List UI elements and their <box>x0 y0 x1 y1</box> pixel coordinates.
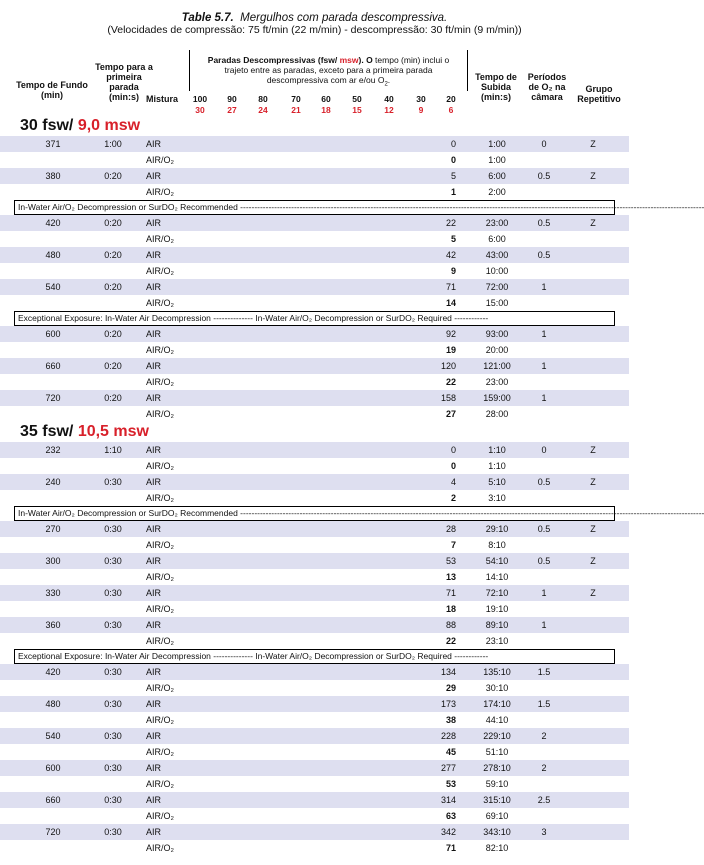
bottom-time-cell: 420 <box>45 218 61 228</box>
bottom-time-cell: 380 <box>45 171 61 181</box>
table-row-air <box>0 664 629 680</box>
stop-20fsw-cell: 38 <box>445 715 456 725</box>
depth-fsw-label: 90 <box>227 94 237 104</box>
bottom-time-cell: 330 <box>45 588 61 598</box>
first-stop-cell: 1:10 <box>104 445 122 455</box>
o2-periods-cell: 0 <box>541 139 547 149</box>
stop-20fsw-cell: 45 <box>445 747 456 757</box>
o2-periods-cell: 0.5 <box>537 556 551 566</box>
stop-20fsw-cell: 4 <box>450 477 456 487</box>
table-row-air-o2 <box>0 342 629 358</box>
bottom-time-cell: 720 <box>45 827 61 837</box>
bottom-time-cell: 240 <box>45 477 61 487</box>
bottom-time-cell: 420 <box>45 667 61 677</box>
first-stop-cell: 0:30 <box>104 795 122 805</box>
depth-msw-label: 15 <box>352 105 362 115</box>
table-row-air <box>0 136 629 152</box>
stop-20fsw-cell: 22 <box>445 218 456 228</box>
repetitive-group-cell: Z <box>590 139 596 149</box>
depth-msw-label: 30 <box>195 105 205 115</box>
stops-title-sub: 2 <box>384 81 388 88</box>
table-header <box>0 44 629 119</box>
first-stop-cell: 0:30 <box>104 556 122 566</box>
mix-cell: AIR <box>146 795 162 805</box>
ascent-time-cell: 72:10 <box>485 588 509 598</box>
first-stop-cell: 0:30 <box>104 731 122 741</box>
repetitive-group-cell: Z <box>590 524 596 534</box>
o2-periods-cell: 1 <box>541 361 547 371</box>
stop-20fsw-cell: 29 <box>445 683 456 693</box>
ascent-time-cell: 51:10 <box>485 747 509 757</box>
table-number: Table 5.7. <box>181 12 234 24</box>
stop-20fsw-cell: 1 <box>450 187 456 197</box>
first-stop-cell: 0:30 <box>104 763 122 773</box>
table-row-air-o2 <box>0 776 629 792</box>
table-row-air-o2 <box>0 406 629 422</box>
depth-fsw-label: 100 <box>192 94 208 104</box>
stop-20fsw-cell: 120 <box>440 361 456 371</box>
o2-periods-cell: 0.5 <box>537 524 551 534</box>
stop-20fsw-cell: 42 <box>445 250 456 260</box>
mix-cell: AIR <box>146 139 162 149</box>
stop-20fsw-cell: 5 <box>450 234 456 244</box>
mix-cell: AIR <box>146 477 162 487</box>
mix-cell: AIR <box>146 556 162 566</box>
table-row-air <box>0 760 629 776</box>
mix-cell: AIR/O₂ <box>146 540 174 550</box>
ascent-time-cell: 6:00 <box>488 234 506 244</box>
depth-section-heading <box>0 422 629 442</box>
first-stop-cell: 0:30 <box>104 699 122 709</box>
first-stop-cell: 0:30 <box>104 667 122 677</box>
depth-msw-label: 24 <box>258 105 268 115</box>
ascent-time-cell: 44:10 <box>485 715 509 725</box>
stop-20fsw-cell: 342 <box>440 827 456 837</box>
o2-periods-cell: 2.5 <box>537 795 551 805</box>
mix-cell: AIR/O₂ <box>146 779 174 789</box>
ascent-time-cell: 29:10 <box>485 524 509 534</box>
first-stop-cell: 0:20 <box>104 218 122 228</box>
o2-periods-cell: 1.5 <box>537 699 551 709</box>
mix-cell: AIR/O₂ <box>146 187 174 197</box>
table-row-air <box>0 215 629 231</box>
ascent-time-cell: 14:10 <box>485 572 509 582</box>
mix-cell: AIR/O₂ <box>146 377 174 387</box>
mix-cell: AIR <box>146 763 162 773</box>
repetitive-group-cell: Z <box>590 445 596 455</box>
bottom-time-cell: 600 <box>45 763 61 773</box>
table-row-air <box>0 326 629 342</box>
depth-msw-label: 9 <box>418 105 424 115</box>
o2-periods-cell: 1 <box>541 393 547 403</box>
first-stop-cell: 0:20 <box>104 329 122 339</box>
table-row-air-o2 <box>0 458 629 474</box>
mix-cell: AIR <box>146 393 162 403</box>
mix-cell: AIR/O₂ <box>146 683 174 693</box>
depth-msw-label: 6 <box>448 105 454 115</box>
bottom-time-cell: 480 <box>45 699 61 709</box>
o2-periods-cell: 1 <box>541 620 547 630</box>
o2-periods-cell: 1.5 <box>537 667 551 677</box>
depth-fsw-label: 30 <box>416 94 426 104</box>
ascent-time-cell: 19:10 <box>485 604 509 614</box>
mix-cell: AIR <box>146 329 162 339</box>
stop-20fsw-cell: 22 <box>445 636 456 646</box>
stop-20fsw-cell: 9 <box>450 266 456 276</box>
stop-20fsw-cell: 158 <box>440 393 456 403</box>
table-row-air <box>0 617 629 633</box>
table-row-air <box>0 792 629 808</box>
repetitive-group-cell: Z <box>590 556 596 566</box>
mix-cell: AIR/O₂ <box>146 461 174 471</box>
table-row-air-o2 <box>0 537 629 553</box>
repetitive-group-cell: Z <box>590 218 596 228</box>
stop-20fsw-cell: 28 <box>445 524 456 534</box>
ascent-time-cell: 315:10 <box>483 795 511 805</box>
o2-periods-cell: 0.5 <box>537 218 551 228</box>
stop-20fsw-cell: 5 <box>450 171 456 181</box>
bottom-time-cell: 720 <box>45 393 61 403</box>
depth-msw-label: 18 <box>321 105 331 115</box>
depth-section-heading <box>0 116 629 136</box>
stops-title-c: tempo (min) inclui o trajeto entre as paradas, exceto para a primeira parada descompressiva com ar e/ou O <box>224 55 450 85</box>
mix-cell: AIR/O₂ <box>146 843 174 853</box>
bottom-time-cell: 480 <box>45 250 61 260</box>
mix-cell: AIR <box>146 218 162 228</box>
mix-cell: AIR/O₂ <box>146 493 174 503</box>
ascent-time-cell: 343:10 <box>483 827 511 837</box>
stop-20fsw-cell: 63 <box>445 811 456 821</box>
table-row-air-o2 <box>0 184 629 200</box>
mix-cell: AIR/O₂ <box>146 572 174 582</box>
stop-20fsw-cell: 134 <box>440 667 456 677</box>
o2-periods-cell: 3 <box>541 827 547 837</box>
first-stop-cell: 0:20 <box>104 171 122 181</box>
mix-cell: AIR <box>146 667 162 677</box>
first-stop-cell: 0:30 <box>104 620 122 630</box>
mix-cell: AIR/O₂ <box>146 715 174 725</box>
mix-cell: AIR <box>146 361 162 371</box>
ascent-time-cell: 5:10 <box>488 477 506 487</box>
table-row-air <box>0 247 629 263</box>
ascent-time-cell: 23:00 <box>485 218 509 228</box>
first-stop-cell: 0:20 <box>104 393 122 403</box>
ascent-time-cell: 93:00 <box>485 329 509 339</box>
table-caption: Mergulhos com parada descompressiva. <box>240 12 448 24</box>
mix-cell: AIR <box>146 827 162 837</box>
table-row-air-o2 <box>0 374 629 390</box>
stop-20fsw-cell: 71 <box>445 588 456 598</box>
depth-fsw-label: 80 <box>258 94 268 104</box>
ascent-time-cell: 1:00 <box>488 139 506 149</box>
stop-20fsw-cell: 13 <box>445 572 456 582</box>
ascent-time-cell: 1:10 <box>488 445 506 455</box>
ascent-time-cell: 135:10 <box>483 667 511 677</box>
stops-title-b: ). O <box>358 55 373 65</box>
depth-label <box>20 423 149 441</box>
bottom-time-cell: 371 <box>45 139 61 149</box>
stop-20fsw-cell: 19 <box>445 345 456 355</box>
bottom-time-cell: 300 <box>45 556 61 566</box>
repetitive-group-cell: Z <box>590 171 596 181</box>
ascent-time-cell: 15:00 <box>485 298 509 308</box>
first-stop-cell: 1:00 <box>104 139 122 149</box>
stop-20fsw-cell: 27 <box>445 409 456 419</box>
mix-cell: AIR <box>146 250 162 260</box>
ascent-time-cell: 28:00 <box>485 409 509 419</box>
depth-fsw-label: 70 <box>291 94 301 104</box>
first-stop-cell: 0:30 <box>104 477 122 487</box>
o2-periods-cell: 0.5 <box>537 171 551 181</box>
o2-periods-cell: 0 <box>541 445 547 455</box>
ascent-time-cell: 174:10 <box>483 699 511 709</box>
notice-banner: Exceptional Exposure: In-Water Air Decompression -------------- In-Water Air/O₂ Decompression or SurDO₂ Required ------------ <box>14 311 615 326</box>
table-row-air <box>0 553 629 569</box>
depth-msw: 10,5 msw <box>77 423 149 440</box>
table-row-air-o2 <box>0 744 629 760</box>
mix-cell: AIR/O₂ <box>146 155 174 165</box>
table-row-air-o2 <box>0 263 629 279</box>
table-row-air-o2 <box>0 152 629 168</box>
o2-periods-cell: 1 <box>541 282 547 292</box>
ascent-time-cell: 229:10 <box>483 731 511 741</box>
ascent-time-cell: 159:00 <box>483 393 511 403</box>
header-bottom-time: Tempo de Fundo (min) <box>16 80 88 100</box>
depth-msw: 9,0 msw <box>77 117 141 134</box>
stops-title-a: Paradas Descompressivas (fsw/ <box>207 55 340 65</box>
bottom-time-cell: 232 <box>45 445 61 455</box>
table-row-air <box>0 168 629 184</box>
mix-cell: AIR/O₂ <box>146 747 174 757</box>
mix-cell: AIR/O₂ <box>146 811 174 821</box>
stop-20fsw-cell: 0 <box>450 155 456 165</box>
bottom-time-cell: 600 <box>45 329 61 339</box>
table-row-air-o2 <box>0 490 629 506</box>
table-row-air <box>0 474 629 490</box>
stops-title-msw: msw <box>339 55 359 65</box>
table-row-air <box>0 585 629 601</box>
ascent-time-cell: 3:10 <box>488 493 506 503</box>
mix-cell: AIR <box>146 699 162 709</box>
table-row-air-o2 <box>0 808 629 824</box>
stop-20fsw-cell: 228 <box>440 731 456 741</box>
bottom-time-cell: 540 <box>45 282 61 292</box>
stop-20fsw-cell: 314 <box>440 795 456 805</box>
header-repetitive-group: Grupo Repetitivo <box>577 84 621 104</box>
mix-cell: AIR/O₂ <box>146 345 174 355</box>
mix-cell: AIR <box>146 445 162 455</box>
table-row-air <box>0 728 629 744</box>
first-stop-cell: 0:20 <box>104 282 122 292</box>
ascent-time-cell: 1:00 <box>488 155 506 165</box>
ascent-time-cell: 43:00 <box>485 250 509 260</box>
header-ascent-time: Tempo de Subida (min:s) <box>475 72 517 102</box>
table-row-air-o2 <box>0 680 629 696</box>
stop-20fsw-cell: 53 <box>445 779 456 789</box>
first-stop-cell: 0:30 <box>104 588 122 598</box>
first-stop-cell: 0:20 <box>104 361 122 371</box>
stop-20fsw-cell: 0 <box>450 139 456 149</box>
depth-label <box>20 117 140 135</box>
bottom-time-cell: 360 <box>45 620 61 630</box>
mix-cell: AIR/O₂ <box>146 298 174 308</box>
o2-periods-cell: 2 <box>541 763 547 773</box>
table-subtitle: (Velocidades de compressão: 75 ft/min (22 m/min) - descompressão: 30 ft/min (9 m/min)) <box>107 24 522 36</box>
bottom-time-cell: 660 <box>45 795 61 805</box>
mix-cell: AIR/O₂ <box>146 266 174 276</box>
stop-20fsw-cell: 14 <box>445 298 456 308</box>
ascent-time-cell: 2:00 <box>488 187 506 197</box>
ascent-time-cell: 54:10 <box>485 556 509 566</box>
table-row-air-o2 <box>0 569 629 585</box>
o2-periods-cell: 0.5 <box>537 477 551 487</box>
depth-msw-label: 12 <box>384 105 394 115</box>
mix-cell: AIR <box>146 620 162 630</box>
mix-cell: AIR <box>146 524 162 534</box>
depth-fsw: 35 fsw/ <box>20 423 78 440</box>
ascent-time-cell: 23:10 <box>485 636 509 646</box>
table-row-air-o2 <box>0 231 629 247</box>
notice-banner: In-Water Air/O₂ Decompression or SurDO₂ Recommended -------------------------------------------------------------------------------------------------------------------------------------------------------------------- <box>14 200 615 215</box>
stop-20fsw-cell: 0 <box>450 461 456 471</box>
depth-msw-label: 27 <box>227 105 237 115</box>
table-title <box>0 12 629 36</box>
table-row-air-o2 <box>0 633 629 649</box>
mix-cell: AIR/O₂ <box>146 234 174 244</box>
ascent-time-cell: 20:00 <box>485 345 509 355</box>
header-first-stop: Tempo para a primeira parada (min:s) <box>95 62 153 102</box>
stop-20fsw-cell: 71 <box>445 843 456 853</box>
header-stops-box <box>189 50 468 91</box>
mix-cell: AIR/O₂ <box>146 409 174 419</box>
ascent-time-cell: 30:10 <box>485 683 509 693</box>
o2-periods-cell: 1 <box>541 329 547 339</box>
ascent-time-cell: 1:10 <box>488 461 506 471</box>
table-row-air <box>0 358 629 374</box>
table-row-air <box>0 442 629 458</box>
ascent-time-cell: 121:00 <box>483 361 511 371</box>
ascent-time-cell: 89:10 <box>485 620 509 630</box>
table-row-air-o2 <box>0 295 629 311</box>
stop-20fsw-cell: 7 <box>450 540 456 550</box>
first-stop-cell: 0:20 <box>104 250 122 260</box>
first-stop-cell: 0:30 <box>104 524 122 534</box>
mix-cell: AIR <box>146 171 162 181</box>
o2-periods-cell: 2 <box>541 731 547 741</box>
stop-20fsw-cell: 92 <box>445 329 456 339</box>
table-body <box>0 116 704 856</box>
mix-cell: AIR <box>146 282 162 292</box>
stop-20fsw-cell: 0 <box>450 445 456 455</box>
ascent-time-cell: 278:10 <box>483 763 511 773</box>
o2-periods-cell: 1 <box>541 588 547 598</box>
bottom-time-cell: 270 <box>45 524 61 534</box>
stop-20fsw-cell: 53 <box>445 556 456 566</box>
ascent-time-cell: 8:10 <box>488 540 506 550</box>
table-row-air-o2 <box>0 840 629 856</box>
table-row-air <box>0 824 629 840</box>
mix-cell: AIR/O₂ <box>146 604 174 614</box>
depth-fsw-label: 20 <box>446 94 456 104</box>
header-o2-periods: Períodos de O₂ na câmara <box>527 72 567 102</box>
depth-fsw: 30 fsw/ <box>20 117 78 134</box>
bottom-time-cell: 540 <box>45 731 61 741</box>
stop-20fsw-cell: 2 <box>450 493 456 503</box>
o2-periods-cell: 0.5 <box>537 250 551 260</box>
mix-cell: AIR <box>146 731 162 741</box>
ascent-time-cell: 59:10 <box>485 779 509 789</box>
ascent-time-cell: 69:10 <box>485 811 509 821</box>
ascent-time-cell: 6:00 <box>488 171 506 181</box>
ascent-time-cell: 72:00 <box>485 282 509 292</box>
stop-20fsw-cell: 18 <box>445 604 456 614</box>
ascent-time-cell: 10:00 <box>485 266 509 276</box>
table-row-air <box>0 279 629 295</box>
depth-fsw-label: 50 <box>352 94 362 104</box>
ascent-time-cell: 82:10 <box>485 843 509 853</box>
table-row-air <box>0 521 629 537</box>
stop-20fsw-cell: 173 <box>440 699 456 709</box>
repetitive-group-cell: Z <box>590 588 596 598</box>
stop-20fsw-cell: 71 <box>445 282 456 292</box>
table-row-air-o2 <box>0 601 629 617</box>
stop-20fsw-cell: 88 <box>445 620 456 630</box>
bottom-time-cell: 660 <box>45 361 61 371</box>
stop-20fsw-cell: 22 <box>445 377 456 387</box>
depth-fsw-label: 60 <box>321 94 331 104</box>
first-stop-cell: 0:30 <box>104 827 122 837</box>
table-row-air <box>0 390 629 406</box>
stop-20fsw-cell: 277 <box>440 763 456 773</box>
table-row-air <box>0 696 629 712</box>
table-row-air-o2 <box>0 712 629 728</box>
mix-cell: AIR/O₂ <box>146 636 174 646</box>
stops-title-end: . <box>387 75 391 85</box>
repetitive-group-cell: Z <box>590 477 596 487</box>
mix-cell: AIR <box>146 588 162 598</box>
depth-fsw-label: 40 <box>384 94 394 104</box>
ascent-time-cell: 23:00 <box>485 377 509 387</box>
depth-msw-label: 21 <box>291 105 301 115</box>
header-mix: Mistura <box>145 94 178 104</box>
notice-banner: In-Water Air/O₂ Decompression or SurDO₂ Recommended -------------------------------------------------------------------------------------------------------------------------------------------------------------------- <box>14 506 615 521</box>
notice-banner: Exceptional Exposure: In-Water Air Decompression -------------- In-Water Air/O₂ Decompression or SurDO₂ Required ------------ <box>14 649 615 664</box>
